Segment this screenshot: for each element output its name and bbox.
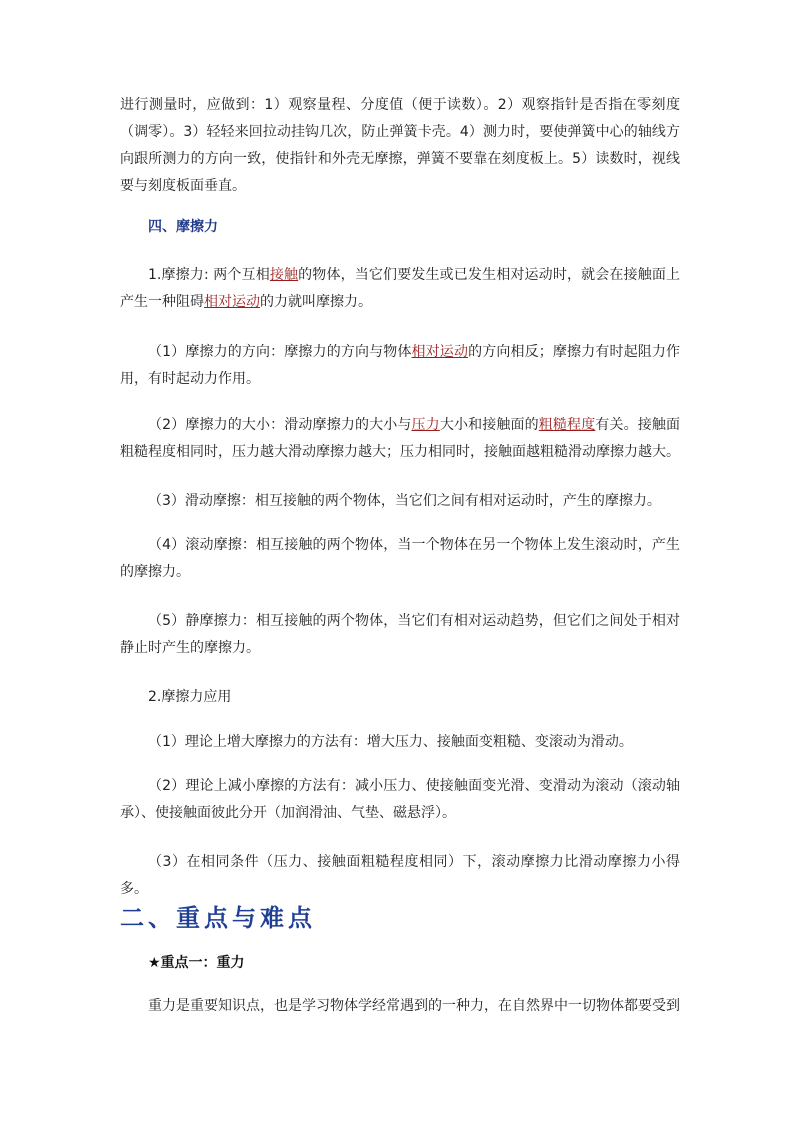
text: （2）摩擦力的大小：滑动摩擦力的大小与 — [148, 417, 412, 433]
paragraph-rolling-vs-sliding: （3）在相同条件（压力、接触面粗糙程度相同）下，滚动摩擦力比滑动摩擦力小得多。 — [120, 854, 680, 897]
link-relative-motion[interactable]: 相对运动 — [204, 294, 260, 310]
text: （1）摩擦力的方向：摩擦力的方向与物体 — [148, 344, 412, 360]
key-point-gravity: ★重点一：重力 — [148, 955, 245, 971]
link-relative-motion[interactable]: 相对运动 — [411, 344, 469, 360]
paragraph-gravity-intro: 重力是重要知识点，也是学习物体学经常遇到的一种力，在自然界中一切物体都要受到 — [148, 998, 680, 1014]
link-roughness[interactable]: 粗糙程度 — [538, 417, 596, 433]
paragraph-measurement-steps: 进行测量时，应做到：1）观察量程、分度值（便于读数）。2）观察指针是否指在零刻度（调零）。3）轻轻来回拉动挂钩几次，防止弹簧卡壳。4）测力时，要使弹簧中心的轴线方向跟所测力的方向一致，使指针和外壳无摩擦，弹簧不要靠在刻度板上。5）读数时，视线要与刻度板面垂直。 — [120, 97, 680, 194]
text: 的方向相反；摩擦力有时起阻力作用，有时起动力作用。 — [120, 344, 681, 387]
paragraph-increase-friction: （1）理论上增大摩擦力的方法有：增大压力、接触面变粗糙、变滚动为滑动。 — [148, 734, 633, 750]
link-pressure[interactable]: 压力 — [411, 417, 440, 433]
paragraph-rolling-friction: （4）滚动摩擦：相互接触的两个物体，当一个物体在另一个物体上发生滚动时，产生的摩擦力。 — [120, 537, 680, 580]
paragraph-static-friction: （5）静摩擦力：相互接触的两个物体，当它们有相对运动趋势，但它们之间处于相对静止时产生的摩擦力。 — [120, 613, 680, 656]
paragraph-friction-magnitude — [120, 412, 680, 466]
paragraph-decrease-friction: （2）理论上减小摩擦的方法有：减小压力、使接触面变光滑、变滑动为滚动（滚动轴承）、使接触面彼此分开（加润滑油、气垫、磁悬浮）。 — [120, 778, 680, 821]
paragraph-friction-direction — [120, 339, 680, 393]
paragraph-sliding-friction: （3）滑动摩擦：相互接触的两个物体，当它们之间有相对运动时，产生的摩擦力。 — [148, 493, 661, 509]
text: 1.摩擦力: 两个互相 — [148, 267, 270, 283]
text: 有关。接触面粗糙程度相同时，压力越大滑动摩擦力越大；压力相同时，接触面越粗糙滑动摩擦力越大。 — [120, 417, 681, 460]
heading-friction-application: 2.摩擦力应用 — [148, 689, 232, 705]
text: 的力就叫摩擦力。 — [260, 294, 372, 310]
text: 的物体，当它们要发生或已发生相对运动时，就会在接触面上产生一种阻碍 — [120, 267, 680, 310]
paragraph-friction-definition — [120, 262, 680, 316]
link-contact[interactable]: 接触 — [269, 267, 299, 283]
heading-friction: 四、摩擦力 — [148, 219, 218, 235]
section-title-key-points: 二、重点与难点 — [120, 903, 316, 932]
text: 大小和接触面的 — [439, 417, 539, 433]
